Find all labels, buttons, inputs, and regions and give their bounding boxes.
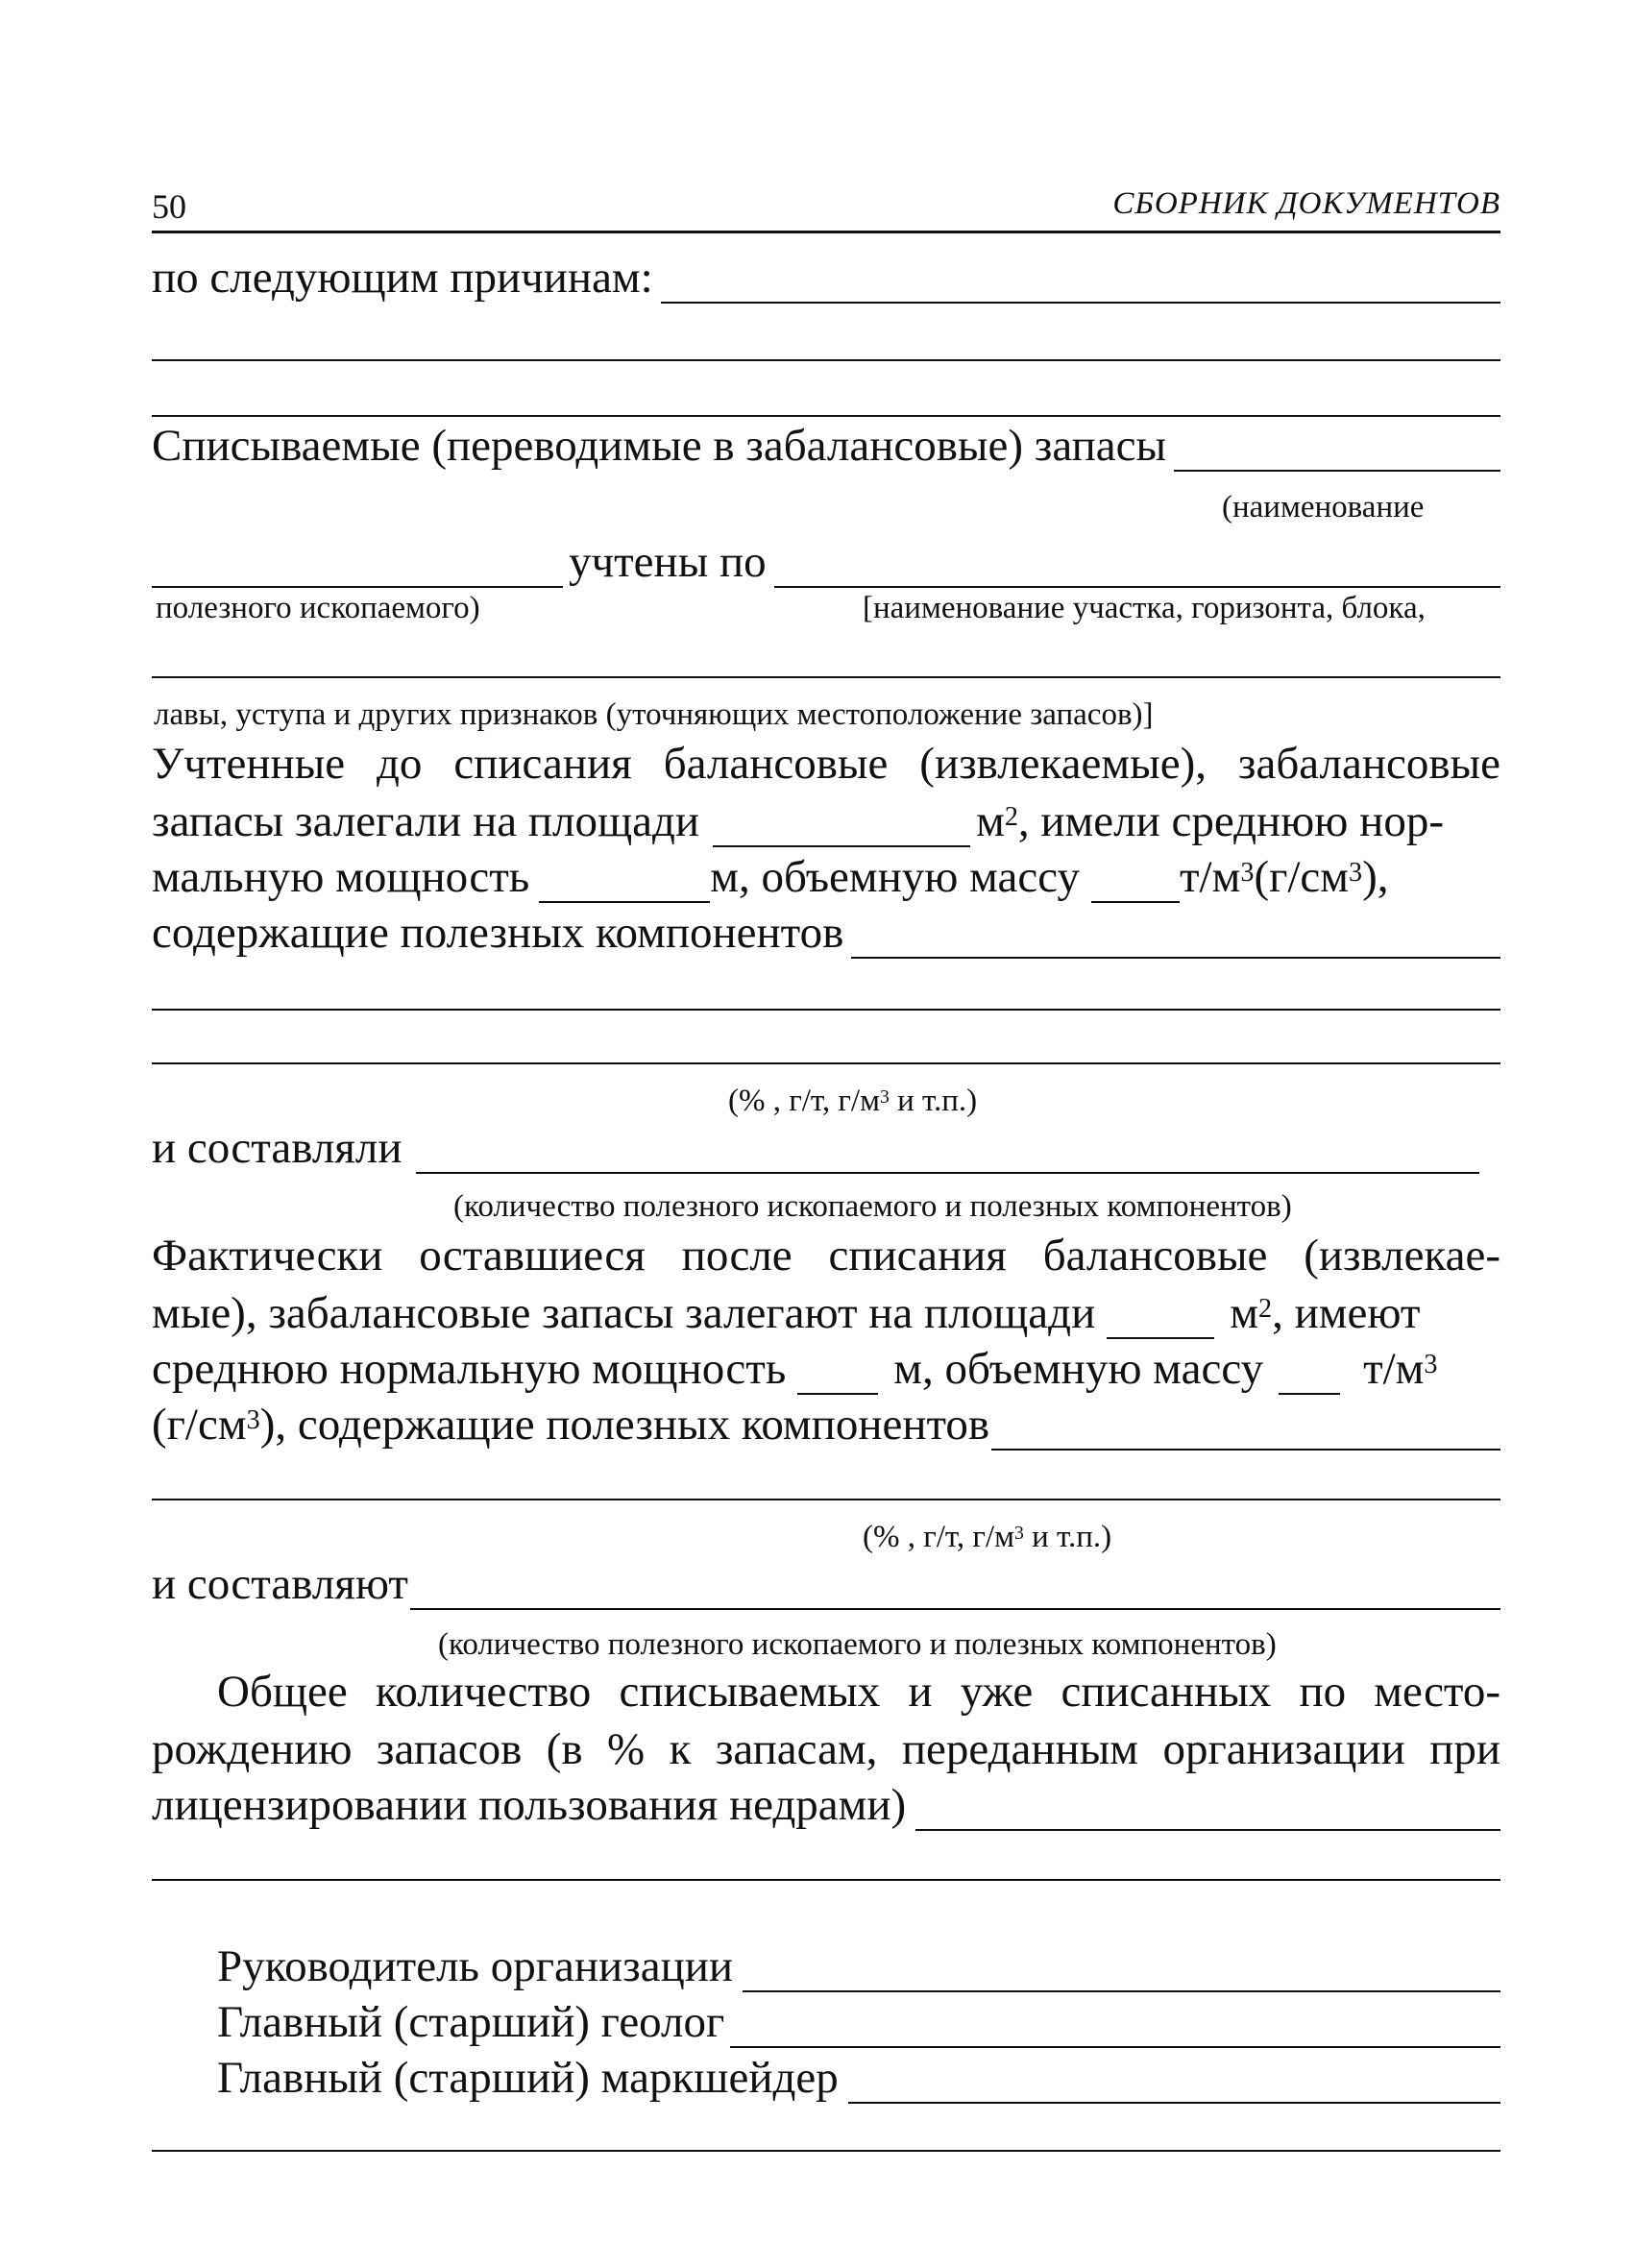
total-line-1: Общее количество списываемых и уже списанных по место- [217,1667,1500,1717]
unit-gcm3-close: ), [1362,852,1389,902]
unit-tm3-after: т/м [1363,1344,1425,1394]
components-before-field-3[interactable] [152,1062,1500,1064]
reasons-field-2[interactable] [152,359,1500,361]
caption-quantity-2: (количество полезного ископаемого и полезных компонентов) [438,1627,1277,1662]
quantity-after-field[interactable] [410,1570,1500,1610]
counted-line [152,536,1500,588]
before-line-2 [152,795,1500,847]
quantity-before-field[interactable] [416,1134,1479,1174]
caption-units-1 [728,1082,977,1120]
signature-extra-field[interactable] [152,2150,1500,2152]
before-text-4: содержащие полезных компонентов [152,908,844,958]
before-text-2c: , имели среднюю нор- [1017,796,1444,846]
components-after-field-2[interactable] [152,1499,1500,1500]
caption-units-text: (% , г/т, г/м [863,1520,1014,1554]
before-line-3 [152,851,1500,903]
after-text-4b: ), содержащие полезных компонентов [259,1400,990,1450]
caption-units-end: и т.п.) [1023,1520,1112,1554]
site-field[interactable] [774,548,1500,588]
density-before-field[interactable] [1091,863,1180,903]
sup-3: 3 [879,1086,890,1108]
signature-surveyor-label: Главный (старший) маркшейдер [217,2053,839,2103]
signature-head-label: Руководитель организации [217,1941,734,1991]
signature-geologist-label: Главный (старший) геолог [217,1997,725,2047]
after-text-3a: среднюю нормальную мощность [152,1344,787,1394]
sup-3: 3 [1424,1350,1438,1379]
are-line [152,1558,1500,1610]
sup-3: 3 [1013,1523,1024,1544]
unit-m2-before: м [976,796,1005,846]
after-text-2c: , имеют [1272,1288,1421,1338]
total-text-3: лицензировании пользования недрами) [152,1780,907,1830]
caption-quantity-1: (количество полезного ископаемого и полезных компонентов) [453,1189,1292,1224]
caption-name-2: полезного ископаемого) [156,591,480,625]
are-label: и составляют [152,1559,408,1609]
sup-3: 3 [246,1405,260,1435]
signature-surveyor-field[interactable] [848,2063,1500,2104]
page-number: 50 [152,187,186,226]
thickness-after-field[interactable] [797,1354,878,1395]
after-line-3 [152,1343,1500,1395]
running-title: СБОРНИК ДОКУМЕНТОВ [1112,186,1500,221]
caption-units-end: и т.п.) [889,1084,978,1118]
total-line-2: рождению запасов (в % к запасам, переданным организации при [152,1724,1500,1774]
after-line-1: Фактически оставшиеся после списания балансовые (извлекае- [152,1231,1500,1280]
after-text-2a: мые), забалансовые запасы залегают на площади [152,1288,1096,1338]
sup-3: 3 [1240,858,1255,888]
unit-gcm3-open: (г/см [1254,852,1350,902]
caption-units-2 [863,1518,1111,1556]
mineral-name-field-2[interactable] [152,548,563,588]
sup-3: 3 [1349,858,1363,888]
caption-site: [наименование участка, горизонта, блока, [863,591,1426,625]
reasons-line [152,252,1500,304]
after-line-2 [152,1287,1500,1339]
unit-gcm3-after-open: (г/см [152,1400,247,1450]
area-after-field[interactable] [1107,1299,1214,1339]
signature-geologist-line [217,1996,1500,2048]
area-before-field[interactable] [713,807,970,847]
signature-head-line [217,1940,1500,1992]
density-after-field[interactable] [1279,1354,1340,1395]
site-field-2[interactable] [152,676,1500,678]
sup-2: 2 [1257,1294,1273,1324]
total-percent-field[interactable] [915,1791,1500,1831]
components-before-field[interactable] [851,918,1500,959]
sup-2: 2 [1004,802,1018,832]
signature-surveyor-line [217,2052,1500,2104]
counted-label: учтены по [569,537,767,587]
mineral-name-field[interactable] [1174,431,1500,472]
signature-head-field[interactable] [743,1952,1500,1992]
were-label: и составляли [152,1123,402,1173]
unit-m2-after: м [1230,1288,1258,1338]
total-line-3 [152,1779,1500,1831]
before-text-2a: запасы залегали на площади [152,796,700,846]
after-text-3b: м, объемную массу [893,1344,1264,1394]
total-percent-field-2[interactable] [152,1879,1500,1881]
before-text-3a: мальную мощность [152,852,530,902]
before-line-1: Учтенные до списания балансовые (извлекаемые), забалансовые [152,739,1500,789]
unit-tm3-before: т/м [1180,852,1241,902]
after-line-4 [152,1399,1500,1451]
written-off-label: Списываемые (переводимые в забалансовые) запасы [152,421,1167,471]
before-text-3b: м, объемную массу [710,852,1080,902]
were-line [152,1122,1479,1174]
caption-units-text: (% , г/т, г/м [728,1084,880,1118]
page-header [152,184,1500,233]
reasons-label: по следующим причинам: [152,253,653,303]
components-after-field[interactable] [991,1410,1500,1451]
thickness-before-field[interactable] [539,863,710,903]
written-off-line [152,420,1500,472]
caption-site-2: лавы, уступа и других признаков (уточняющих местоположение запасов)] [154,697,1154,732]
reasons-field-3[interactable] [152,415,1500,417]
components-before-field-2[interactable] [152,1009,1500,1011]
reasons-field[interactable] [661,263,1500,304]
caption-name-1: (наименование [1222,490,1425,524]
signature-geologist-field[interactable] [730,2008,1500,2048]
before-line-4 [152,907,1500,959]
